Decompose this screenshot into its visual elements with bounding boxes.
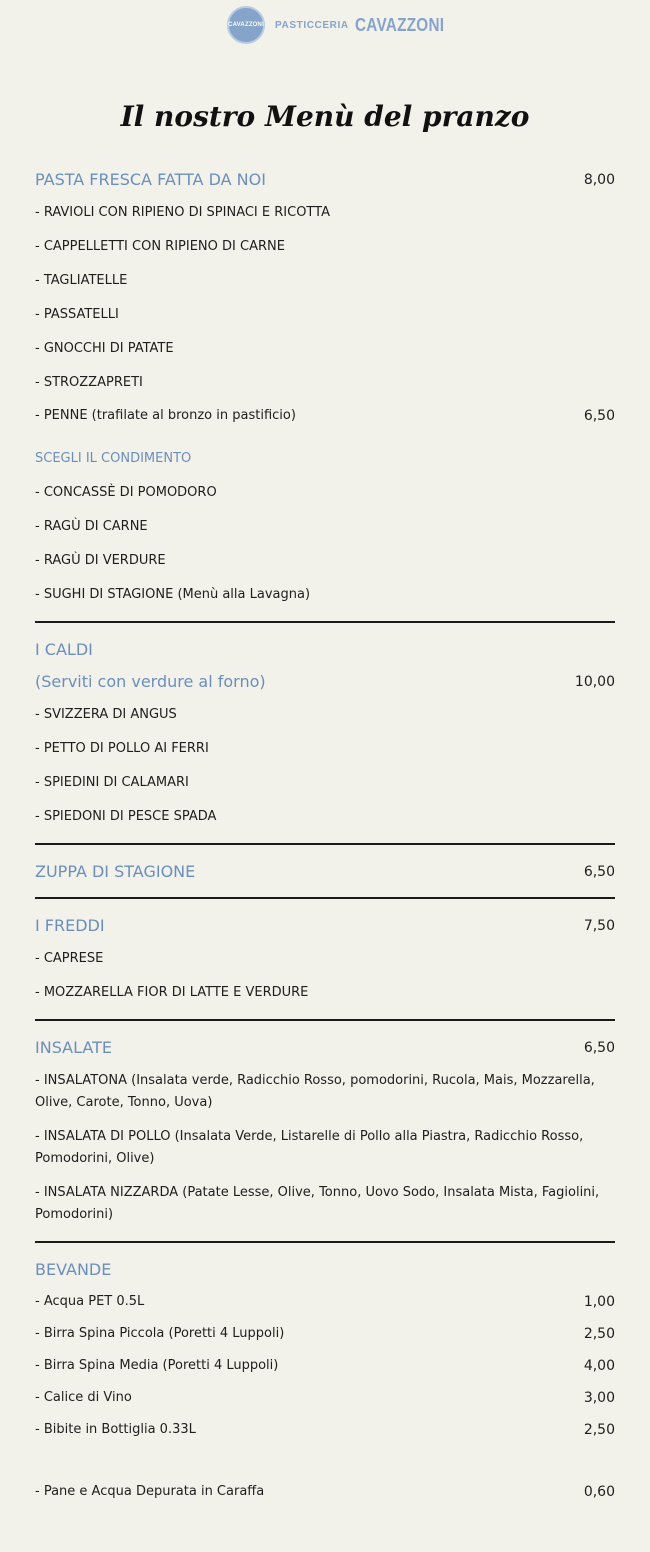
bevande-section-title: BEVANDE bbox=[35, 1260, 112, 1279]
menu-item: - SPIEDONI DI PESCE SPADA bbox=[35, 809, 217, 824]
menu-item: - PASSATELLI bbox=[35, 307, 119, 322]
drink-label: - Calice di Vino bbox=[35, 1390, 132, 1405]
header bbox=[0, 0, 650, 52]
section-divider bbox=[35, 1019, 615, 1021]
menu-item: - PETTO DI POLLO AI FERRI bbox=[35, 741, 209, 756]
zuppa-section-price: 6,50 bbox=[583, 864, 615, 880]
freddi-section-title: I FREDDI bbox=[35, 916, 105, 935]
pasta-section-title: PASTA FRESCA FATTA DA NOI bbox=[35, 170, 266, 189]
menu-item: - CAPPELLETTI CON RIPIENO DI CARNE bbox=[35, 239, 285, 254]
caldi-subtitle: (Serviti con verdure al forno) bbox=[35, 672, 266, 691]
extra-price: 0,60 bbox=[583, 1484, 615, 1500]
pasta-section-header bbox=[35, 170, 615, 190]
menu-item: - CAPRESE bbox=[35, 951, 104, 966]
drink-price: 2,50 bbox=[583, 1326, 615, 1342]
logo-badge-icon bbox=[227, 6, 265, 44]
menu-item: - CONCASSÈ DI POMODORO bbox=[35, 485, 217, 500]
extra-label: - Pane e Acqua Depurata in Caraffa bbox=[35, 1484, 265, 1499]
menu-item: - SPIEDINI DI CALAMARI bbox=[35, 775, 189, 790]
freddi-section-price: 7,50 bbox=[583, 918, 615, 934]
menu-item: - STROZZAPRETI bbox=[35, 375, 143, 390]
caldi-subtitle-row bbox=[35, 672, 615, 692]
drink-row bbox=[35, 1293, 615, 1311]
drink-label: - Bibite in Bottiglia 0.33L bbox=[35, 1422, 196, 1437]
drink-label: - Birra Spina Media (Poretti 4 Luppoli) bbox=[35, 1358, 279, 1373]
section-divider bbox=[35, 897, 615, 899]
menu-item: - TAGLIATELLE bbox=[35, 273, 128, 288]
menu-item-penne bbox=[35, 407, 615, 425]
logo[interactable] bbox=[227, 6, 460, 44]
drink-label: - Acqua PET 0.5L bbox=[35, 1294, 145, 1309]
menu-item: - RAGÙ DI VERDURE bbox=[35, 553, 166, 568]
section-divider bbox=[35, 1241, 615, 1243]
menu-item: - SUGHI DI STAGIONE (Menù alla Lavagna) bbox=[35, 587, 311, 602]
zuppa-section-title: ZUPPA DI STAGIONE bbox=[35, 862, 196, 881]
caldi-section-title: I CALDI bbox=[35, 640, 93, 659]
insalate-section-title: INSALATE bbox=[35, 1038, 112, 1057]
section-divider bbox=[35, 621, 615, 623]
drink-price: 2,50 bbox=[583, 1422, 615, 1438]
pasta-section-price: 8,00 bbox=[583, 172, 615, 188]
zuppa-section-header bbox=[35, 862, 615, 882]
drink-row bbox=[35, 1389, 615, 1407]
drink-row bbox=[35, 1325, 615, 1343]
menu-item: - SVIZZERA DI ANGUS bbox=[35, 707, 177, 722]
menu-item: - RAVIOLI CON RIPIENO DI SPINACI E RICOTTA bbox=[35, 205, 330, 220]
drink-row bbox=[35, 1421, 615, 1439]
menu-item: - INSALATA NIZZARDA (Patate Lesse, Olive, Tonno, Uovo Sodo, Insalata Mista, Fagiolini, Pomodorini) bbox=[35, 1185, 600, 1222]
menu-item: - INSALATONA (Insalata verde, Radicchio Rosso, pomodorini, Rucola, Mais, Mozzarella, Olive, Carote, Tonno, Uova) bbox=[35, 1073, 595, 1110]
menu-item: - GNOCCHI DI PATATE bbox=[35, 341, 174, 356]
menu-item-label: - PENNE (trafilate al bronzo in pastificio) bbox=[35, 408, 296, 423]
drink-price: 1,00 bbox=[583, 1294, 615, 1310]
menu-item: - RAGÙ DI CARNE bbox=[35, 519, 148, 534]
insalate-section-header bbox=[35, 1038, 615, 1058]
logo-name: CAVAZZONI bbox=[354, 14, 444, 35]
menu-item-price: 6,50 bbox=[583, 408, 615, 424]
logo-badge-text: CAVAZZONI bbox=[228, 22, 264, 28]
drink-row bbox=[35, 1357, 615, 1375]
freddi-section-header bbox=[35, 916, 615, 936]
menu-item: - MOZZARELLA FIOR DI LATTE E VERDURE bbox=[35, 985, 309, 1000]
condimento-title: SCEGLI IL CONDIMENTO bbox=[35, 451, 192, 466]
drink-label: - Birra Spina Piccola (Poretti 4 Luppoli) bbox=[35, 1326, 285, 1341]
menu-item: - INSALATA DI POLLO (Insalata Verde, Listarelle di Pollo alla Piastra, Radicchio Rosso, Pomodorini, Olive) bbox=[35, 1129, 584, 1166]
drink-price: 3,00 bbox=[583, 1390, 615, 1406]
insalate-section-price: 6,50 bbox=[583, 1040, 615, 1056]
page-title: Il nostro Menù del pranzo bbox=[120, 100, 530, 133]
section-divider bbox=[35, 843, 615, 845]
extra-row bbox=[35, 1483, 615, 1501]
logo-prefix: PASTICCERIA bbox=[275, 19, 349, 31]
caldi-section-price: 10,00 bbox=[574, 674, 615, 690]
drink-price: 4,00 bbox=[583, 1358, 615, 1374]
